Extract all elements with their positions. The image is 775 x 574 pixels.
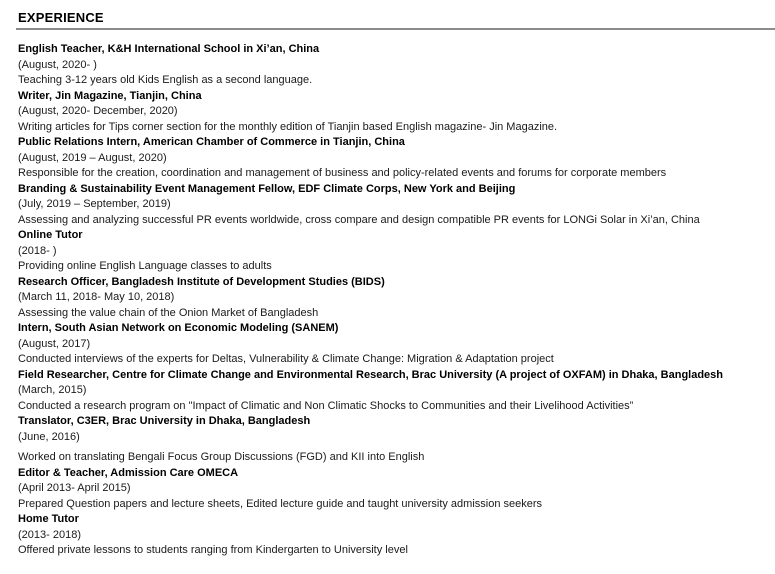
entry-title: Editor & Teacher, Admission Care OMECA xyxy=(18,466,239,479)
entry-date: (June, 2016) xyxy=(18,430,80,443)
experience-entry xyxy=(18,89,771,136)
experience-entry xyxy=(18,512,771,559)
entry-date: (August, 2020- ) xyxy=(18,58,97,71)
entry-description: Assessing the value chain of the Onion Market of Bangladesh xyxy=(18,306,319,319)
entry-description: Responsible for the creation, coordination and management of business and policy-related events and forums for corporate members xyxy=(18,167,667,179)
entry-date: (August, 2017) xyxy=(18,337,91,350)
entry-title: Online Tutor xyxy=(18,229,83,241)
experience-entry xyxy=(18,414,771,466)
section-divider xyxy=(16,28,775,30)
entry-date: (August, 2020- December, 2020) xyxy=(18,105,178,117)
entry-date: (April 2013- April 2015) xyxy=(18,482,131,494)
experience-entry xyxy=(18,321,771,368)
entry-description: Conducted interviews of the experts for Deltas, Vulnerability & Climate Change: Migration & Adaptation project xyxy=(18,353,554,365)
experience-entry xyxy=(18,275,771,322)
entry-title: Translator, C3ER, Brac University in Dhaka, Bangladesh xyxy=(18,415,311,427)
entry-description: Writing articles for Tips corner section for the monthly edition of Tianjin based English magazine- Jin Magazine. xyxy=(18,120,558,133)
entry-title: Intern, South Asian Network on Economic Modeling (SANEM) xyxy=(18,322,339,334)
experience-entry xyxy=(18,228,771,275)
entry-title: Field Researcher, Centre for Climate Change and Environmental Research, Brac University (A project of OXFAM) in Dhaka, Bangladesh xyxy=(18,368,724,381)
experience-entry xyxy=(18,42,771,89)
entry-title: Public Relations Intern, American Chamber of Commerce in Tianjin, China xyxy=(18,136,405,148)
entry-description: Prepared Question papers and lecture sheets, Edited lecture guide and taught university admission seekers xyxy=(18,497,543,510)
entry-description: Teaching 3-12 years old Kids English as a second language. xyxy=(18,74,313,86)
entry-description: Worked on translating Bengali Focus Group Discussions (FGD) and KII into English xyxy=(18,451,425,463)
experience-entry xyxy=(18,182,771,229)
entry-description: Conducted a research program on "Impact of Climatic and Non Climatic Shocks to Communities and their Livelihood Activities” xyxy=(18,399,634,412)
experience-entries xyxy=(18,42,771,559)
entry-date: (March, 2015) xyxy=(18,384,87,396)
entry-description: Assessing and analyzing successful PR events worldwide, cross compare and design compatible PR events for LONGi Solar in Xi’an, China xyxy=(18,213,700,226)
entry-title: Branding & Sustainability Event Management Fellow, EDF Climate Corps, New York and Beijing xyxy=(18,182,516,195)
entry-date: (August, 2019 – August, 2020) xyxy=(18,151,167,164)
entry-date: (March 11, 2018- May 10, 2018) xyxy=(18,291,175,303)
entry-description: Offered private lessons to students ranging from Kindergarten to University level xyxy=(18,544,408,556)
entry-title: Research Officer, Bangladesh Institute of Development Studies (BIDS) xyxy=(18,275,385,288)
section-title: EXPERIENCE xyxy=(18,10,104,25)
experience-entry xyxy=(18,368,771,415)
experience-entry xyxy=(18,466,771,513)
entry-title: English Teacher, K&H International School in Xi’an, China xyxy=(18,43,320,55)
entry-date: (2013- 2018) xyxy=(18,528,81,541)
entry-title: Writer, Jin Magazine, Tianjin, China xyxy=(18,89,202,102)
entry-description: Providing online English Language classes to adults xyxy=(18,260,272,272)
entry-date: (2018- ) xyxy=(18,244,57,257)
experience-entry xyxy=(18,135,771,182)
entry-title: Home Tutor xyxy=(18,513,79,525)
entry-date: (July, 2019 – September, 2019) xyxy=(18,198,171,210)
